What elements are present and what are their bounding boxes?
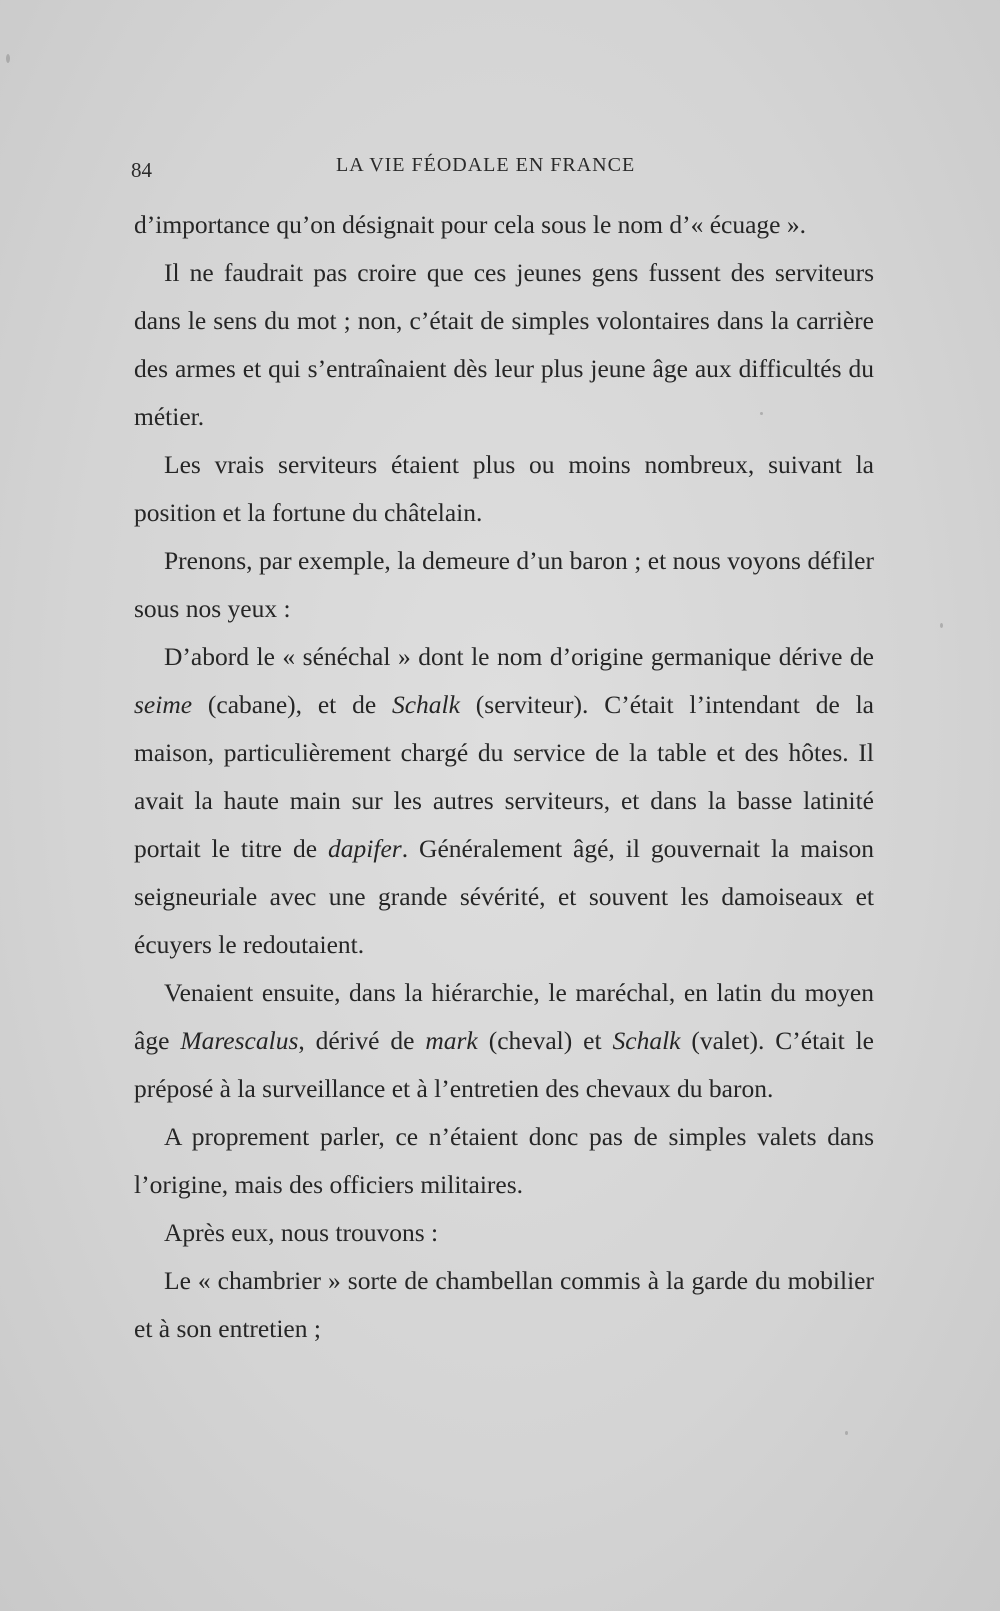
page-number: 84 (131, 158, 152, 182)
italic-term: dapifer (328, 834, 402, 863)
paragraph-text: (cabane), et de (192, 690, 392, 719)
paragraph-text: Le « chambrier » sorte de chambellan commis à la garde du mobilier et à son entretien ; (134, 1266, 874, 1343)
running-title: LA VIE FÉODALE EN FRANCE (336, 154, 636, 176)
italic-term: mark (425, 1026, 478, 1055)
scan-speck (6, 54, 10, 63)
paragraph-text: . Généralement âgé, il gouvernait la maison seigneuriale avec une grande sévérité, et souvent les damoiseaux et écuyers le redoutaient. (134, 834, 874, 959)
italic-term: Marescalus (180, 1026, 299, 1055)
paragraph-text: Après eux, nous trouvons : (164, 1218, 439, 1247)
paragraph (134, 969, 874, 1113)
paragraph (134, 1209, 874, 1257)
paragraph-text: (cheval) et (477, 1026, 613, 1055)
paragraph-text: D’abord le « sénéchal » dont le nom d’origine germanique dérive de (164, 642, 874, 671)
paragraph (134, 249, 874, 441)
paragraph-text: (serviteur). C’était l’intendant de la maison, particulièrement chargé du service de la table et des hôtes. Il avait la haute main sur les autres serviteurs, et dans la basse latinité portait le titre de (134, 690, 874, 863)
scan-speck (760, 412, 763, 415)
italic-term: Schalk (391, 690, 460, 719)
paragraph-text: Venaient ensuite, dans la hiérarchie, le maréchal, en latin du moyen âge (134, 978, 874, 1055)
body-text (134, 201, 874, 1353)
paragraph (134, 537, 874, 633)
italic-term: seime (134, 690, 193, 719)
paragraph (134, 633, 874, 969)
paragraph-text: Il ne faudrait pas croire que ces jeunes gens fussent des serviteurs dans le sens du mot ; non, c’était de simples volontaires dans la carrière des armes et qui s’entraînaient dès leur plus jeune âge aux difficultés du métier. (134, 258, 874, 431)
paragraph-text: (valet). C’était le préposé à la surveillance et à l’entretien des chevaux du baron. (134, 1026, 874, 1103)
paragraph-text: , dérivé de (298, 1026, 426, 1055)
paragraph-text: Prenons, par exemple, la demeure d’un baron ; et nous voyons défiler sous nos yeux : (134, 546, 874, 623)
paragraph (134, 201, 874, 249)
paragraph-text: Les vrais serviteurs étaient plus ou moins nombreux, suivant la position et la fortune du châtelain. (134, 450, 874, 527)
italic-term: Schalk (612, 1026, 681, 1055)
scan-speck (940, 623, 943, 628)
paragraph-text: d’importance qu’on désignait pour cela sous le nom d’« écuage ». (134, 210, 807, 239)
paragraph (134, 441, 874, 537)
paragraph-text: A proprement parler, ce n’étaient donc pas de simples valets dans l’origine, mais des officiers militaires. (134, 1122, 874, 1199)
page-header (131, 152, 651, 192)
paragraph (134, 1113, 874, 1209)
paragraph (134, 1257, 874, 1353)
scan-speck (845, 1431, 848, 1435)
